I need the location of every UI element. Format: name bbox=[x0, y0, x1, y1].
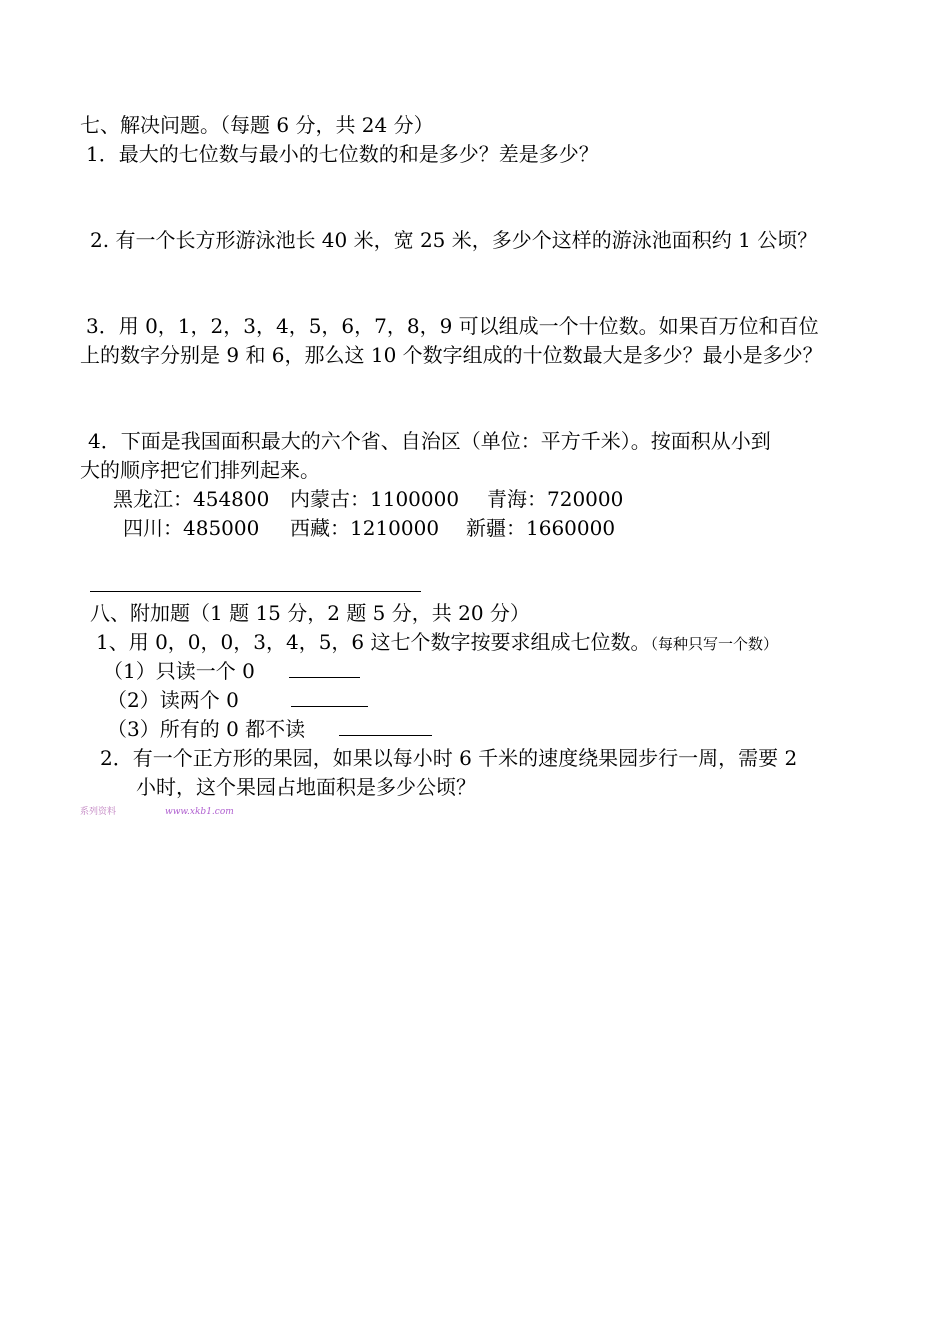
question-7-3-line2: 上的数字分别是 9 和 6，那么这 10 个数字组成的十位数最大是多少？最小是多少？ bbox=[80, 343, 823, 367]
answer-blank-b[interactable] bbox=[291, 688, 368, 707]
watermark-right: www.xkb1.com bbox=[165, 807, 234, 817]
question-8-2-line2: 小时，这个果园占地面积是多少公顷？ bbox=[136, 775, 476, 799]
question-7-3-line1: 3．用 0，1，2，3，4，5，6，7，8，9 可以组成一个十位数。如果百万位和百位 bbox=[86, 314, 819, 338]
question-8-2-line1: 2．有一个正方形的果园，如果以每小时 6 千米的速度绕果园步行一周，需要 2 bbox=[100, 746, 798, 770]
area-row-1 bbox=[113, 486, 623, 512]
area-sichuan: 四川：485000 bbox=[123, 516, 260, 540]
question-8-1-b-label: （2）读两个 0 bbox=[107, 688, 239, 712]
area-heilongjiang: 黑龙江：454800 bbox=[113, 487, 270, 511]
question-8-1-a-label: （1）只读一个 0 bbox=[103, 659, 255, 683]
section8-title: 八、附加题（1 题 15 分，2 题 5 分，共 20 分） bbox=[90, 601, 530, 625]
question-8-1-text: 1、用 0，0，0，3，4，5，6 这七个数字按要求组成七位数。 bbox=[96, 630, 651, 654]
question-8-1 bbox=[96, 629, 778, 657]
question-7-4-line2: 大的顺序把它们排列起来。 bbox=[80, 458, 320, 482]
question-8-1-b bbox=[107, 687, 368, 713]
area-neimenggu: 内蒙古：1100000 bbox=[290, 487, 460, 511]
question-7-1: 1．最大的七位数与最小的七位数的和是多少？差是多少？ bbox=[86, 142, 599, 166]
watermark-left: 系列资料 bbox=[80, 807, 117, 817]
question-8-1-note: （每种只写一个数） bbox=[650, 635, 779, 653]
section7-title: 七、解决问题。（每题 6 分，共 24 分） bbox=[80, 113, 434, 137]
area-row-2 bbox=[123, 515, 615, 541]
area-xinjiang: 新疆：1660000 bbox=[466, 516, 616, 540]
area-qinghai: 青海：720000 bbox=[487, 487, 624, 511]
question-7-4-line1: 4．下面是我国面积最大的六个省、自治区（单位：平方千米）。按面积从小到 bbox=[88, 429, 771, 453]
divider-line bbox=[90, 591, 421, 592]
question-8-1-c bbox=[107, 716, 432, 742]
area-xizang: 西藏：1210000 bbox=[290, 516, 440, 540]
answer-blank-c[interactable] bbox=[339, 717, 432, 736]
question-8-1-a bbox=[103, 658, 360, 684]
question-8-1-c-label: （3）所有的 0 都不读 bbox=[107, 717, 306, 741]
question-7-2: 2. 有一个长方形游泳池长 40 米，宽 25 米，多少个这样的游泳池面积约 1 公顷？ bbox=[90, 228, 818, 252]
answer-blank-a[interactable] bbox=[289, 659, 360, 678]
